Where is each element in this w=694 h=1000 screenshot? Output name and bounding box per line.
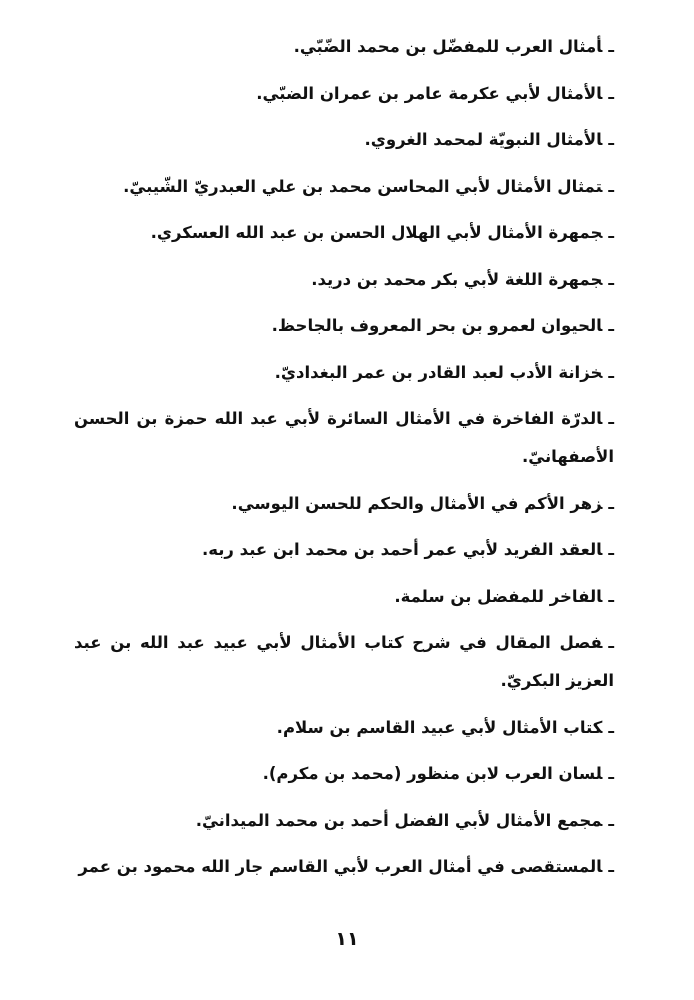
bullet-dash: ـ xyxy=(608,764,614,783)
bullet-dash: ـ xyxy=(608,130,614,149)
bullet-dash: ـ xyxy=(608,223,614,242)
entry-text: زهر الأكم في الأمثال والحكم للحسن اليوسي. xyxy=(231,493,603,513)
bibliography-entry xyxy=(74,75,614,113)
bullet-dash: ـ xyxy=(608,857,614,876)
entry-text: المستقصى في أمثال العرب لأبي القاسم جار الله محمود بن عمر xyxy=(78,857,603,876)
entry-text: الأمثال النبويّة لمحمد الغروي. xyxy=(364,130,603,149)
bibliography-entry xyxy=(74,485,614,523)
bullet-dash: ـ xyxy=(608,269,614,289)
bibliography-entry xyxy=(74,168,614,206)
bibliography-entry xyxy=(74,261,614,299)
bullet-dash: ـ xyxy=(608,362,614,382)
bibliography-entry xyxy=(74,121,614,159)
bullet-dash: ـ xyxy=(608,176,614,196)
bullet-dash: ـ xyxy=(608,717,614,737)
bibliography-entry xyxy=(74,755,614,793)
bullet-dash: ـ xyxy=(608,493,614,513)
entry-text: فصل المقال في شرح كتاب الأمثال لأبي عبيد عبد الله بن عبد العزيز البكريّ. xyxy=(74,633,614,690)
bibliography-entry xyxy=(74,848,614,886)
bibliography-entry xyxy=(74,400,614,476)
bibliography-entry xyxy=(74,578,614,616)
bibliography-entry xyxy=(74,531,614,569)
entry-text: الدرّة الفاخرة في الأمثال السائرة لأبي عبد الله حمزة بن الحسن الأصفهانيّ. xyxy=(74,409,614,466)
entry-text: مجمع الأمثال لأبي الفضل أحمد بن محمد الميدانيّ. xyxy=(195,810,603,830)
entry-text: أمثال العرب للمفضّل بن محمد الضّبّي. xyxy=(293,37,603,56)
bullet-dash: ـ xyxy=(608,37,614,56)
bullet-dash: ـ xyxy=(608,633,614,652)
entry-text: كتاب الأمثال لأبي عبيد القاسم بن سلام. xyxy=(276,717,603,737)
entry-text: جمهرة اللغة لأبي بكر محمد بن دريد. xyxy=(311,269,603,289)
entry-text: خزانة الأدب لعبد القادر بن عمر البغداديّ. xyxy=(274,362,603,382)
entry-text: الفاخر للمفضل بن سلمة. xyxy=(394,586,603,606)
bibliography-entry xyxy=(74,624,614,700)
entry-text: جمهرة الأمثال لأبي الهلال الحسن بن عبد الله العسكري. xyxy=(150,223,603,242)
entry-text: العقد الفريد لأبي عمر أحمد بن محمد ابن عبد ربه. xyxy=(201,540,603,559)
bullet-dash: ـ xyxy=(608,586,614,606)
bibliography-entry xyxy=(74,709,614,747)
entry-text: تمثال الأمثال لأبي المحاسن محمد بن علي العبدريّ الشّيبيّ. xyxy=(123,176,603,196)
bullet-dash: ـ xyxy=(608,83,614,103)
bibliography-list xyxy=(74,28,614,895)
page-number: ١١ xyxy=(335,928,359,950)
entry-text: الأمثال لأبي عكرمة عامر بن عمران الضبّي. xyxy=(256,83,603,103)
bibliography-entry xyxy=(74,28,614,66)
entry-text: الحيوان لعمرو بن بحر المعروف بالجاحظ. xyxy=(271,316,603,335)
bibliography-entry xyxy=(74,802,614,840)
bibliography-entry xyxy=(74,214,614,252)
bullet-dash: ـ xyxy=(608,540,614,559)
bullet-dash: ـ xyxy=(608,316,614,335)
bibliography-entry xyxy=(74,307,614,345)
entry-text: لسان العرب لابن منظور (محمد بن مكرم). xyxy=(262,764,603,783)
bullet-dash: ـ xyxy=(608,409,614,428)
bibliography-entry xyxy=(74,354,614,392)
bullet-dash: ـ xyxy=(608,810,614,830)
